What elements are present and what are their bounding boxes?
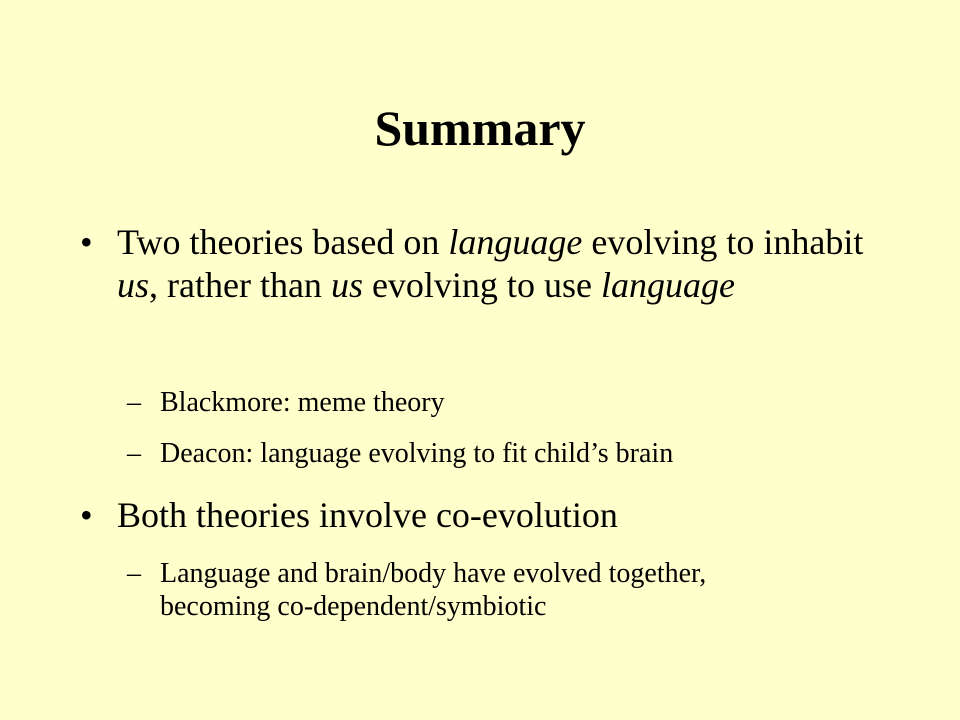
- bullet-marker: •: [80, 222, 93, 262]
- slide-title: Summary: [374, 100, 586, 156]
- dash-marker: –: [127, 387, 141, 418]
- text-run: evolving to use: [362, 265, 601, 305]
- bullet-text: [117, 221, 880, 307]
- sub-item-text: Language and brain/body have evolved together, becoming co-dependent/symbiotic: [160, 558, 707, 622]
- sub-item-text: Deacon: language evolving to fit child’s brain: [160, 438, 674, 469]
- text-run: Two theories based on: [117, 222, 449, 262]
- italic-run: language: [600, 265, 735, 305]
- text-run: evolving to inhabit: [582, 222, 864, 262]
- dash-marker: –: [127, 438, 141, 469]
- italic-run: us: [330, 265, 363, 305]
- sub-item-text: Blackmore: meme theory: [160, 387, 445, 418]
- bullet-text: Both theories involve co-evolution: [117, 495, 618, 535]
- bullet-marker: •: [80, 495, 93, 535]
- italic-run: language: [448, 222, 583, 262]
- dash-marker: –: [127, 558, 141, 589]
- text-run: , rather than: [149, 265, 331, 305]
- italic-run: us: [117, 265, 150, 305]
